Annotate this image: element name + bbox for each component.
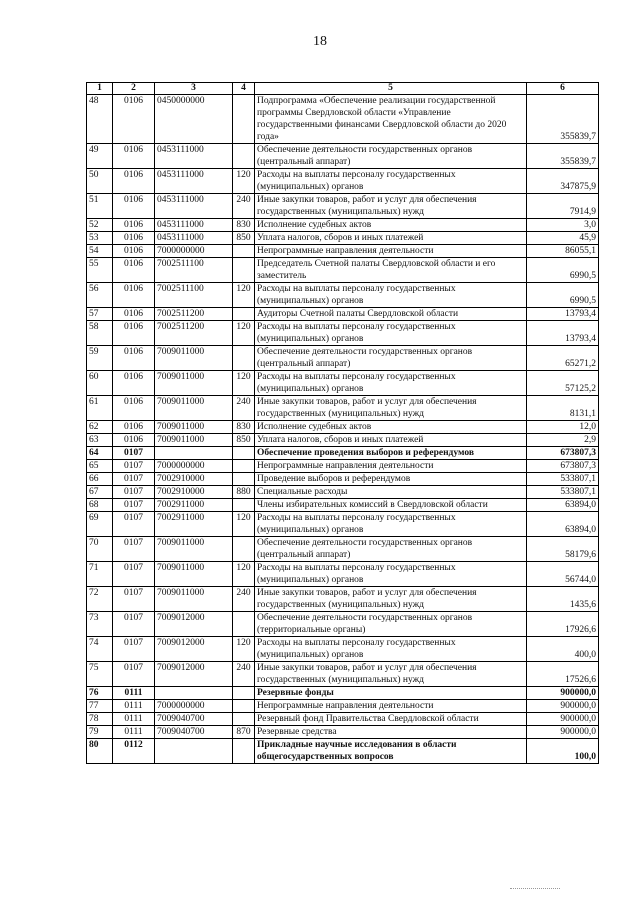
cell-item-name: Уплата налогов, сборов и иных платежей xyxy=(255,434,527,447)
cell-expense-type xyxy=(233,245,255,258)
cell-row-number: 58 xyxy=(87,321,113,346)
cell-amount: 63894,0 xyxy=(527,499,599,512)
header-col-6: 6 xyxy=(527,83,599,95)
cell-amount: 1435,6 xyxy=(527,587,599,612)
cell-expense-type: 830 xyxy=(233,219,255,232)
cell-section-code: 0106 xyxy=(113,232,155,245)
cell-expense-type: 120 xyxy=(233,283,255,308)
table-row xyxy=(87,486,599,499)
cell-item-name: Иные закупки товаров, работ и услуг для обеспечения государственных (муниципальных) нужд xyxy=(255,396,527,421)
cell-expense-type xyxy=(233,687,255,700)
cell-row-number: 76 xyxy=(87,687,113,700)
cell-section-code: 0106 xyxy=(113,283,155,308)
cell-expense-type xyxy=(233,537,255,562)
cell-expense-type xyxy=(233,308,255,321)
cell-section-code: 0107 xyxy=(113,562,155,587)
cell-target-article: 7009012000 xyxy=(155,612,233,637)
cell-target-article: 7002911000 xyxy=(155,512,233,537)
faint-stamp-mark xyxy=(510,888,560,895)
cell-target-article: 7002910000 xyxy=(155,486,233,499)
cell-amount: 17526,6 xyxy=(527,662,599,687)
cell-section-code: 0106 xyxy=(113,219,155,232)
cell-item-name: Расходы на выплаты персоналу государственных (муниципальных) органов xyxy=(255,283,527,308)
header-col-2: 2 xyxy=(113,83,155,95)
cell-expense-type: 120 xyxy=(233,512,255,537)
table-header-row xyxy=(87,83,599,95)
cell-expense-type xyxy=(233,739,255,764)
cell-target-article: 7009012000 xyxy=(155,662,233,687)
cell-item-name: Подпрограмма «Обеспечение реализации государственной программы Свердловской области «Управление государственными финансами Свердловской области до 2020 года» xyxy=(255,95,527,144)
cell-expense-type: 120 xyxy=(233,321,255,346)
cell-row-number: 57 xyxy=(87,308,113,321)
cell-section-code: 0107 xyxy=(113,447,155,460)
cell-target-article: 0453111000 xyxy=(155,194,233,219)
table-row xyxy=(87,194,599,219)
cell-amount: 45,9 xyxy=(527,232,599,245)
cell-row-number: 80 xyxy=(87,739,113,764)
table-row xyxy=(87,421,599,434)
cell-section-code: 0107 xyxy=(113,612,155,637)
cell-section-code: 0111 xyxy=(113,726,155,739)
cell-amount: 13793,4 xyxy=(527,321,599,346)
table-row xyxy=(87,144,599,169)
cell-target-article: 0450000000 xyxy=(155,95,233,144)
table-row xyxy=(87,739,599,764)
cell-amount: 8131,1 xyxy=(527,396,599,421)
cell-amount: 17926,6 xyxy=(527,612,599,637)
cell-expense-type: 120 xyxy=(233,371,255,396)
cell-row-number: 63 xyxy=(87,434,113,447)
cell-expense-type xyxy=(233,258,255,283)
cell-row-number: 77 xyxy=(87,700,113,713)
cell-amount: 673807,3 xyxy=(527,460,599,473)
cell-target-article: 7009011000 xyxy=(155,396,233,421)
cell-row-number: 66 xyxy=(87,473,113,486)
cell-amount: 900000,0 xyxy=(527,687,599,700)
cell-item-name: Уплата налогов, сборов и иных платежей xyxy=(255,232,527,245)
cell-section-code: 0106 xyxy=(113,321,155,346)
cell-amount: 400,0 xyxy=(527,637,599,662)
cell-expense-type: 240 xyxy=(233,662,255,687)
cell-amount: 6990,5 xyxy=(527,283,599,308)
cell-row-number: 69 xyxy=(87,512,113,537)
cell-row-number: 73 xyxy=(87,612,113,637)
table-row xyxy=(87,662,599,687)
cell-expense-type: 850 xyxy=(233,434,255,447)
cell-amount: 86055,1 xyxy=(527,245,599,258)
cell-row-number: 59 xyxy=(87,346,113,371)
cell-item-name: Аудиторы Счетной палаты Свердловской области xyxy=(255,308,527,321)
cell-row-number: 60 xyxy=(87,371,113,396)
header-col-1: 1 xyxy=(87,83,113,95)
cell-row-number: 54 xyxy=(87,245,113,258)
table-row xyxy=(87,396,599,421)
cell-item-name: Прикладные научные исследования в области общегосударственных вопросов xyxy=(255,739,527,764)
cell-row-number: 67 xyxy=(87,486,113,499)
cell-amount: 347875,9 xyxy=(527,169,599,194)
table-row xyxy=(87,95,599,144)
cell-item-name: Непрограммные направления деятельности xyxy=(255,245,527,258)
cell-target-article: 0453111000 xyxy=(155,169,233,194)
cell-target-article: 7009040700 xyxy=(155,726,233,739)
cell-amount: 3,0 xyxy=(527,219,599,232)
table-row xyxy=(87,283,599,308)
table-row xyxy=(87,612,599,637)
cell-target-article xyxy=(155,739,233,764)
table-row xyxy=(87,308,599,321)
cell-amount: 7914,9 xyxy=(527,194,599,219)
cell-target-article xyxy=(155,447,233,460)
table-row xyxy=(87,473,599,486)
table-row xyxy=(87,499,599,512)
cell-expense-type: 120 xyxy=(233,562,255,587)
cell-section-code: 0106 xyxy=(113,308,155,321)
cell-target-article: 7002910000 xyxy=(155,473,233,486)
table-row xyxy=(87,713,599,726)
cell-amount: 900000,0 xyxy=(527,713,599,726)
cell-section-code: 0107 xyxy=(113,537,155,562)
cell-target-article: 7000000000 xyxy=(155,700,233,713)
cell-target-article: 7009011000 xyxy=(155,587,233,612)
table-body xyxy=(87,95,599,764)
cell-row-number: 53 xyxy=(87,232,113,245)
cell-item-name: Обеспечение деятельности государственных органов (центральный аппарат) xyxy=(255,346,527,371)
cell-expense-type xyxy=(233,499,255,512)
cell-amount: 355839,7 xyxy=(527,95,599,144)
cell-item-name: Иные закупки товаров, работ и услуг для обеспечения государственных (муниципальных) нужд xyxy=(255,587,527,612)
cell-section-code: 0106 xyxy=(113,95,155,144)
cell-expense-type xyxy=(233,144,255,169)
cell-expense-type xyxy=(233,346,255,371)
cell-amount: 6990,5 xyxy=(527,258,599,283)
cell-target-article: 7000000000 xyxy=(155,245,233,258)
cell-item-name: Председатель Счетной палаты Свердловской области и его заместитель xyxy=(255,258,527,283)
cell-item-name: Расходы на выплаты персоналу государственных (муниципальных) органов xyxy=(255,562,527,587)
cell-target-article: 7009011000 xyxy=(155,371,233,396)
cell-target-article: 7000000000 xyxy=(155,460,233,473)
cell-item-name: Расходы на выплаты персоналу государственных (муниципальных) органов xyxy=(255,321,527,346)
table-row xyxy=(87,346,599,371)
cell-item-name: Иные закупки товаров, работ и услуг для обеспечения государственных (муниципальных) нужд xyxy=(255,194,527,219)
cell-section-code: 0107 xyxy=(113,486,155,499)
cell-amount: 63894,0 xyxy=(527,512,599,537)
cell-expense-type: 830 xyxy=(233,421,255,434)
cell-amount: 13793,4 xyxy=(527,308,599,321)
cell-section-code: 0106 xyxy=(113,144,155,169)
cell-section-code: 0106 xyxy=(113,371,155,396)
cell-row-number: 74 xyxy=(87,637,113,662)
table-row xyxy=(87,219,599,232)
cell-section-code: 0106 xyxy=(113,434,155,447)
cell-item-name: Иные закупки товаров, работ и услуг для обеспечения государственных (муниципальных) нужд xyxy=(255,662,527,687)
cell-amount: 2,9 xyxy=(527,434,599,447)
cell-item-name: Непрограммные направления деятельности xyxy=(255,460,527,473)
table-row xyxy=(87,687,599,700)
cell-section-code: 0107 xyxy=(113,460,155,473)
cell-item-name: Обеспечение деятельности государственных органов (центральный аппарат) xyxy=(255,144,527,169)
cell-row-number: 55 xyxy=(87,258,113,283)
table-row xyxy=(87,700,599,713)
cell-amount: 12,0 xyxy=(527,421,599,434)
cell-expense-type: 240 xyxy=(233,587,255,612)
cell-item-name: Резервный фонд Правительства Свердловской области xyxy=(255,713,527,726)
cell-amount: 56744,0 xyxy=(527,562,599,587)
cell-section-code: 0106 xyxy=(113,194,155,219)
cell-expense-type: 870 xyxy=(233,726,255,739)
cell-row-number: 48 xyxy=(87,95,113,144)
table-row xyxy=(87,232,599,245)
cell-section-code: 0111 xyxy=(113,713,155,726)
cell-row-number: 70 xyxy=(87,537,113,562)
cell-expense-type: 120 xyxy=(233,169,255,194)
cell-target-article: 7009012000 xyxy=(155,637,233,662)
cell-expense-type xyxy=(233,473,255,486)
cell-section-code: 0107 xyxy=(113,499,155,512)
cell-target-article: 7009011000 xyxy=(155,562,233,587)
cell-item-name: Расходы на выплаты персоналу государственных (муниципальных) органов xyxy=(255,637,527,662)
cell-section-code: 0106 xyxy=(113,169,155,194)
cell-item-name: Обеспечение проведения выборов и референдумов xyxy=(255,447,527,460)
cell-item-name: Непрограммные направления деятельности xyxy=(255,700,527,713)
budget-table xyxy=(86,82,599,764)
table-row xyxy=(87,637,599,662)
cell-item-name: Члены избирательных комиссий в Свердловской области xyxy=(255,499,527,512)
cell-target-article: 7002511100 xyxy=(155,258,233,283)
table-row xyxy=(87,321,599,346)
cell-row-number: 62 xyxy=(87,421,113,434)
table-row xyxy=(87,447,599,460)
cell-row-number: 64 xyxy=(87,447,113,460)
cell-item-name: Резервные фонды xyxy=(255,687,527,700)
cell-row-number: 72 xyxy=(87,587,113,612)
table-row xyxy=(87,371,599,396)
cell-row-number: 52 xyxy=(87,219,113,232)
cell-target-article: 7002911000 xyxy=(155,499,233,512)
cell-row-number: 65 xyxy=(87,460,113,473)
cell-item-name: Обеспечение деятельности государственных органов (территориальные органы) xyxy=(255,612,527,637)
cell-section-code: 0106 xyxy=(113,258,155,283)
cell-section-code: 0107 xyxy=(113,587,155,612)
cell-section-code: 0111 xyxy=(113,700,155,713)
cell-target-article: 7002511100 xyxy=(155,283,233,308)
cell-item-name: Расходы на выплаты персоналу государственных (муниципальных) органов xyxy=(255,371,527,396)
cell-row-number: 61 xyxy=(87,396,113,421)
cell-item-name: Резервные средства xyxy=(255,726,527,739)
cell-expense-type xyxy=(233,700,255,713)
cell-expense-type: 880 xyxy=(233,486,255,499)
cell-item-name: Исполнение судебных актов xyxy=(255,421,527,434)
cell-section-code: 0107 xyxy=(113,662,155,687)
cell-target-article: 7009040700 xyxy=(155,713,233,726)
table-row xyxy=(87,537,599,562)
cell-target-article: 0453111000 xyxy=(155,144,233,169)
cell-amount: 533807,1 xyxy=(527,486,599,499)
table-row xyxy=(87,512,599,537)
cell-target-article: 7002511200 xyxy=(155,321,233,346)
cell-expense-type: 240 xyxy=(233,396,255,421)
cell-expense-type xyxy=(233,447,255,460)
cell-amount: 900000,0 xyxy=(527,726,599,739)
cell-section-code: 0107 xyxy=(113,637,155,662)
cell-expense-type: 850 xyxy=(233,232,255,245)
table-row xyxy=(87,245,599,258)
cell-target-article xyxy=(155,687,233,700)
table-row xyxy=(87,460,599,473)
cell-target-article: 0453111000 xyxy=(155,219,233,232)
table-row xyxy=(87,169,599,194)
cell-expense-type xyxy=(233,713,255,726)
cell-target-article: 7002511200 xyxy=(155,308,233,321)
cell-section-code: 0112 xyxy=(113,739,155,764)
header-col-3: 3 xyxy=(155,83,233,95)
page-number: 18 xyxy=(313,34,327,49)
cell-target-article: 7009011000 xyxy=(155,434,233,447)
cell-expense-type xyxy=(233,460,255,473)
cell-expense-type xyxy=(233,95,255,144)
cell-amount: 58179,6 xyxy=(527,537,599,562)
cell-item-name: Расходы на выплаты персоналу государственных (муниципальных) органов xyxy=(255,169,527,194)
cell-item-name: Проведение выборов и референдумов xyxy=(255,473,527,486)
cell-row-number: 75 xyxy=(87,662,113,687)
cell-amount: 900000,0 xyxy=(527,700,599,713)
cell-row-number: 68 xyxy=(87,499,113,512)
cell-section-code: 0106 xyxy=(113,396,155,421)
cell-section-code: 0107 xyxy=(113,473,155,486)
cell-section-code: 0106 xyxy=(113,421,155,434)
cell-item-name: Обеспечение деятельности государственных органов (центральный аппарат) xyxy=(255,537,527,562)
cell-row-number: 71 xyxy=(87,562,113,587)
cell-expense-type: 240 xyxy=(233,194,255,219)
cell-expense-type: 120 xyxy=(233,637,255,662)
table-row xyxy=(87,587,599,612)
cell-section-code: 0107 xyxy=(113,512,155,537)
table-row xyxy=(87,434,599,447)
cell-amount: 65271,2 xyxy=(527,346,599,371)
cell-amount: 57125,2 xyxy=(527,371,599,396)
cell-target-article: 7009011000 xyxy=(155,346,233,371)
cell-amount: 533807,1 xyxy=(527,473,599,486)
cell-section-code: 0106 xyxy=(113,346,155,371)
cell-target-article: 7009011000 xyxy=(155,537,233,562)
cell-row-number: 56 xyxy=(87,283,113,308)
cell-row-number: 51 xyxy=(87,194,113,219)
cell-item-name: Исполнение судебных актов xyxy=(255,219,527,232)
header-col-5: 5 xyxy=(255,83,527,95)
cell-row-number: 78 xyxy=(87,713,113,726)
table-row xyxy=(87,258,599,283)
cell-row-number: 79 xyxy=(87,726,113,739)
cell-section-code: 0106 xyxy=(113,245,155,258)
table-row xyxy=(87,726,599,739)
table-row xyxy=(87,562,599,587)
cell-amount: 100,0 xyxy=(527,739,599,764)
cell-target-article: 0453111000 xyxy=(155,232,233,245)
cell-expense-type xyxy=(233,612,255,637)
cell-amount: 673807,3 xyxy=(527,447,599,460)
cell-section-code: 0111 xyxy=(113,687,155,700)
cell-target-article: 7009011000 xyxy=(155,421,233,434)
cell-row-number: 49 xyxy=(87,144,113,169)
cell-row-number: 50 xyxy=(87,169,113,194)
cell-amount: 355839,7 xyxy=(527,144,599,169)
cell-item-name: Специальные расходы xyxy=(255,486,527,499)
header-col-4: 4 xyxy=(233,83,255,95)
cell-item-name: Расходы на выплаты персоналу государственных (муниципальных) органов xyxy=(255,512,527,537)
